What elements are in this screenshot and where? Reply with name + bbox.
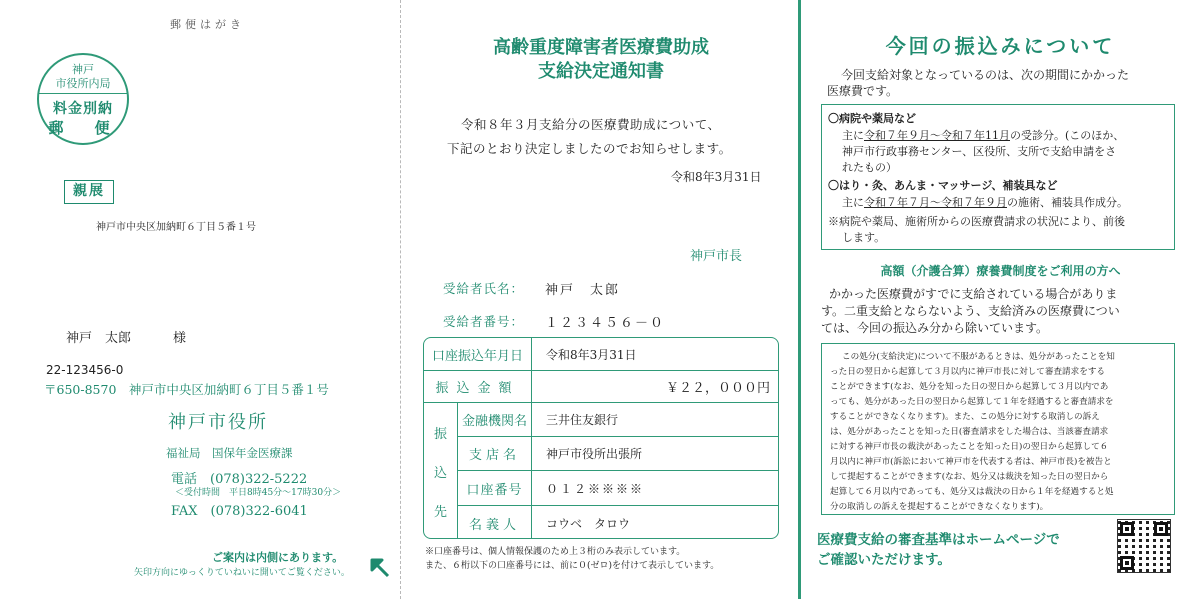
period-note-2: します。 [842, 231, 886, 244]
period-line-1c: れたもの） [842, 161, 897, 174]
recipient-address: 神戸市中央区加納町６丁目５番１号 [96, 222, 256, 233]
postage-stamp-mark [37, 53, 129, 145]
text: 主に [842, 196, 864, 209]
recipient-name-value: 神戸 太郎 [545, 283, 621, 298]
open-guide-line2: 矢印方向にゆっくりていねいに開いてご覧ください。 [134, 568, 350, 578]
period-treatment: 令和７年７月～令和７年９月 [864, 196, 1007, 209]
confidential-mark: 親展 [64, 180, 114, 204]
qr-finder [1120, 522, 1134, 536]
info-para1-line2: 医療費です。 [827, 84, 899, 98]
transfer-date-label: 口座振込年月日 [424, 338, 532, 370]
info-para1-line1: 今回支給対象となっているのは、次の期間にかかった [841, 68, 1130, 82]
legal-notice-box [821, 343, 1175, 515]
notice-title-line2: 支給決定通知書 [538, 61, 664, 82]
period-medical: 令和７年９月～令和７年11月 [864, 129, 1010, 142]
branch-value: 神戸市役所出張所 [546, 447, 643, 461]
legal-line: ことができます(なお、処分を知った日の翌日から起算して３月以内であ [830, 382, 1109, 392]
amount-label: 振込金額 [424, 371, 532, 402]
bank-value: 三井住友銀行 [546, 413, 619, 427]
info-para2-line2: す。二重支給とならないよう、支給済みの医療費につい [821, 304, 1120, 318]
transfer-date-value: 令和8年3月31日 [546, 347, 637, 362]
legal-line: して提起することができます(なお、処分又は裁決を知った日の翌日から [830, 472, 1109, 482]
period-line-1a [842, 127, 1124, 143]
legal-line: することができなくなります)。また、この処分に対する取消しの訴え [830, 412, 1100, 422]
stamp-line4: 郵 便 [48, 119, 118, 137]
legal-line: 分の取消しの訴えを提起することができなくなります)。 [830, 502, 1049, 512]
destination-char-2: 込 [433, 466, 447, 481]
period-box [821, 104, 1175, 250]
sender-address: 〒650-8570 神戸市中央区加納町６丁目５番１号 [44, 382, 329, 397]
diagonal-arrow-icon [368, 556, 392, 580]
issuer: 神戸市長 [690, 249, 743, 264]
legal-line: っても、処分があった日の翌日から起算して１年を経過すると審査請求を [830, 397, 1114, 407]
office-hours: ＜受付時間 平日8時45分～17時30分＞ [175, 488, 342, 498]
legal-line: 月以内に神戸市(訴訟において神戸市を代表する者は、神戸市長)を被告と [830, 457, 1112, 467]
footnote-line2: また、６桁以下の口座番号には、前に０(ゼロ)を付けて表示しています。 [425, 561, 720, 571]
recipient-name-label: 受給者氏名： [443, 281, 525, 296]
table-row [458, 437, 779, 471]
text: 主に [842, 129, 864, 142]
stamp-divider [39, 93, 127, 94]
table-row [458, 506, 779, 539]
postcard-panel [0, 0, 400, 599]
legal-line: に対する神戸市長の裁決があったことを知った日)の翌日から起算して６ [830, 442, 1109, 452]
destination-char-3: 先 [433, 505, 447, 520]
recipient-name: 神戸 太郎 [66, 331, 132, 346]
sender-phone: 電話 (078)322-5222 [171, 472, 308, 487]
amount-value: ￥２２，０００円 [665, 381, 770, 396]
homepage-note-line2: ご確認いただけます。 [817, 552, 951, 568]
info-para2-line1: かかった医療費がすでに支給されている場合がありま [829, 287, 1118, 301]
stamp-line2: 市役所内局 [55, 77, 111, 90]
legal-line: った日の翌日から起算して３月以内に神戸市長に対して審査請求をする [830, 367, 1106, 377]
period-heading-1: 〇病院や薬局など [828, 112, 916, 125]
destination-label [424, 403, 458, 539]
recipient-number-label: 受給者番号： [443, 314, 525, 329]
table-row [458, 471, 779, 506]
info-panel [798, 0, 1200, 599]
stamp-line3: 料金別納 [53, 101, 113, 117]
destination-char-1: 振 [433, 427, 447, 442]
honorific: 様 [173, 331, 187, 346]
legal-line: 起算して６月以内であっても、処分又は裁決の日から１年を経過すると処 [830, 487, 1114, 497]
bank-label: 金融機関名 [458, 403, 532, 436]
notice-panel [400, 0, 800, 599]
period-heading-2: 〇はり・灸、あんま・マッサージ、補装具など [828, 179, 1058, 192]
qr-finder [1154, 522, 1168, 536]
period-note-1: ※病院や薬局、施術所からの医療費請求の状況により、前後 [828, 215, 1125, 228]
holder-label: 名義人 [458, 506, 532, 539]
issue-date: 令和8年3月31日 [671, 170, 762, 184]
sender-fax: FAX (078)322-6041 [171, 504, 308, 519]
notice-title-line1: 高齢重度障害者医療費助成 [493, 37, 709, 58]
account-value: ０１２※※※※ [546, 481, 645, 496]
info-para2-line3: ては、今回の振込み分から除いています。 [821, 321, 1049, 335]
sender-department: 福祉局 国保年金医療課 [166, 446, 293, 460]
qr-finder [1120, 556, 1134, 570]
period-line-2a [842, 194, 1128, 210]
info-title: 今回の振込みについて [885, 34, 1116, 58]
notice-intro-line1: 令和８年３月支給分の医療費助成について、 [461, 117, 721, 132]
text: の施術、補装具作成分。 [1007, 196, 1128, 209]
legal-line: この処分(支給決定)について不服があるときは、処分があったことを知 [842, 352, 1115, 362]
postcard-header: 郵便はがき [170, 18, 245, 31]
table-row [458, 403, 779, 437]
recipient-number-value: １２３４５６－０ [545, 316, 666, 331]
qr-code-icon[interactable] [1117, 519, 1171, 573]
footnote-line1: ※口座番号は、個人情報保護のため上３桁のみ表示しています。 [425, 547, 686, 557]
payment-table [423, 337, 779, 539]
branch-label: 支店名 [458, 437, 532, 470]
table-row [424, 338, 778, 371]
holder-value: コウベ タロウ [546, 516, 631, 531]
open-guide-line1: ご案内は内側にあります。 [212, 551, 344, 564]
sender-name: 神戸市役所 [168, 412, 268, 433]
homepage-note-line1: 医療費支給の審査基準はホームページで [817, 532, 1060, 548]
notice-intro-line2: 下記のとおり決定しましたのでお知らせします。 [447, 141, 732, 156]
account-label: 口座番号 [458, 471, 532, 505]
period-line-1b: 神戸市行政事務センター、区役所、支所で支給申請をさ [842, 145, 1117, 158]
table-row [424, 371, 778, 403]
legal-line: は、処分があったことを知った日(審査請求をした場合は、当該審査請求 [830, 427, 1109, 437]
reference-code: 22-123456-0 [46, 363, 124, 377]
info-subtitle: 高額（介護合算）療養費制度をご利用の方へ [880, 264, 1121, 278]
text: の受診分。(このほか、 [1010, 129, 1125, 142]
stamp-line1: 神戸 [72, 63, 94, 76]
